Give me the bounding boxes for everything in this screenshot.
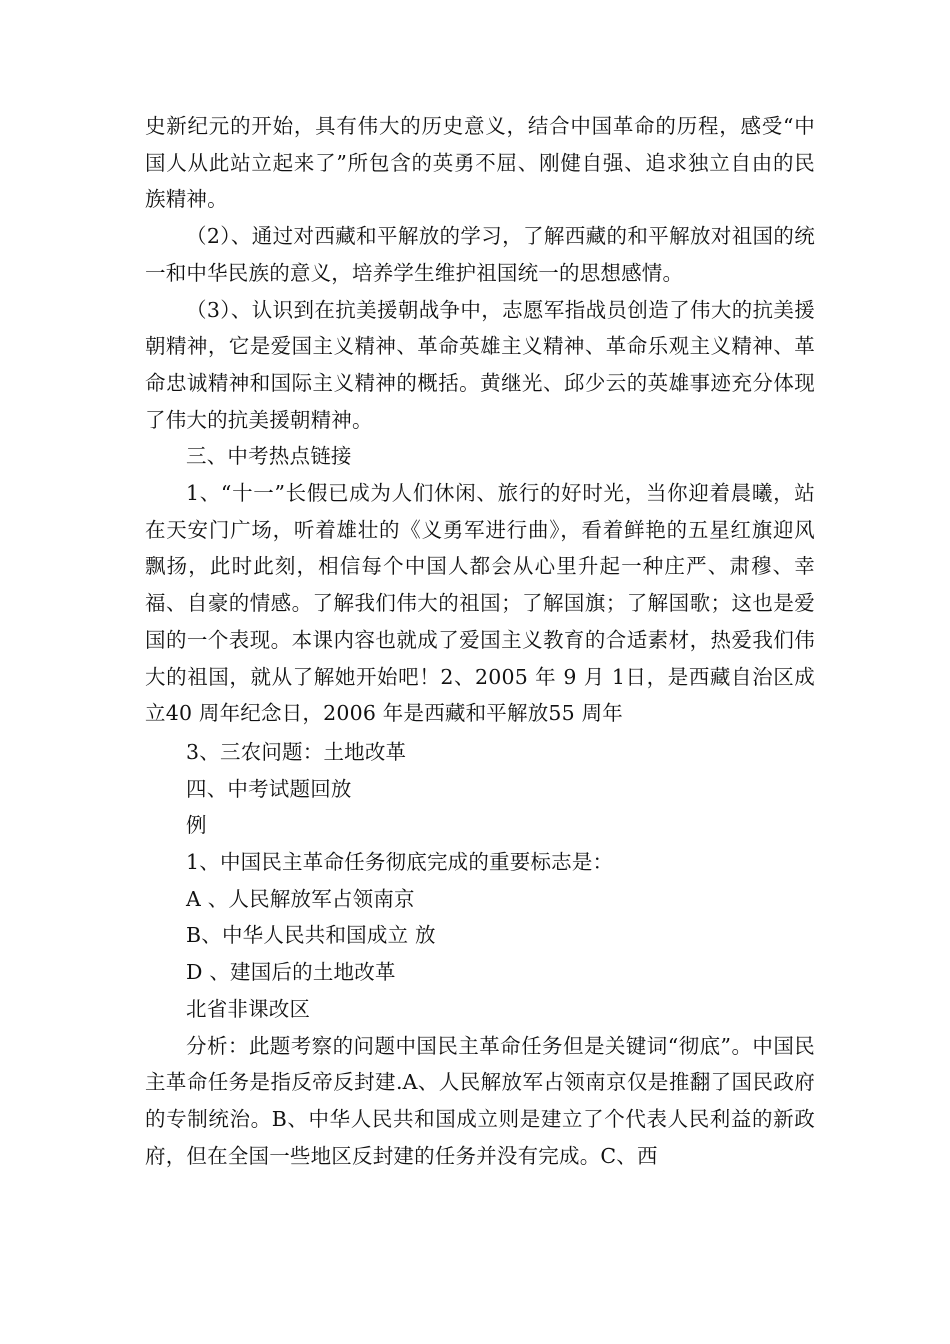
paragraph-hotspot-1: 1、“十一”长假已成为人们休闲、旅行的好时光，当你迎着晨曦，站在天安门广场，听着雄壮的《义勇军进行曲》，看着鲜艳的五星红旗迎风飘扬，此时此刻，相信每个中国人都会从心里升起一种庄严、肃穆、幸福、自豪的情感。了解我们伟大的祖国；了解国旗；了解国歌；这也是爱国的一个表现。本课内容也就成了爱国主义教育的合适素材，热爱我们伟大的祖国，就从了解她开始吧！2、2005 年 9 月 1日，是西藏自治区成立40 周年纪念日，2006 年是西藏和平解放55 周年 — [145, 481, 815, 726]
option-d: D 、建国后的土地改革 — [186, 960, 396, 985]
paragraph-hotspot-3: 3、三农问题：土地改革 — [186, 739, 407, 764]
section-heading-exam-review: 四、中考试题回放 — [186, 776, 352, 801]
paragraph-intro-continuation: 史新纪元的开始，具有伟大的历史意义，结合中国革命的历程，感受“中国人从此站立起来了”所包含的英勇不屈、刚健自强、追求独立自由的民族精神。 — [145, 114, 815, 212]
paragraph-objective-3: （3）、认识到在抗美援朝战争中，志愿军指战员创造了伟大的抗美援朝精神，它是爱国主义精神、革命英雄主义精神、革命乐观主义精神、革命忠诚精神和国际主义精神的概括。黄继光、邱少云的英雄事迹充分体现了伟大的抗美援朝精神。 — [145, 297, 815, 432]
question-1: 1、中国民主革命任务彻底完成的重要标志是： — [186, 850, 614, 875]
option-b: B、中华人民共和国成立 放 — [186, 923, 436, 948]
option-a: A 、人民解放军占领南京 — [186, 886, 415, 911]
section-heading-hotspots: 三、中考热点链接 — [186, 444, 352, 469]
paragraph-objective-2: （2）、通过对西藏和平解放的学习，了解西藏的和平解放对祖国的统一和中华民族的意义，培养学生维护祖国统一的思想感情。 — [145, 224, 815, 285]
source-region: 北省非课改区 — [186, 996, 311, 1021]
paragraph-analysis: 分析：此题考察的问题中国民主革命任务但是关键词“彻底”。中国民主革命任务是指反帝反封建.A、人民解放军占领南京仅是推翻了国民政府的专制统治。B、中华人民共和国成立则是建立了个代表人民利益的新政府，但在全国一些地区反封建的任务并没有完成。C、西 — [145, 1033, 815, 1168]
example-label: 例 — [186, 813, 207, 838]
document-body — [145, 108, 815, 1174]
